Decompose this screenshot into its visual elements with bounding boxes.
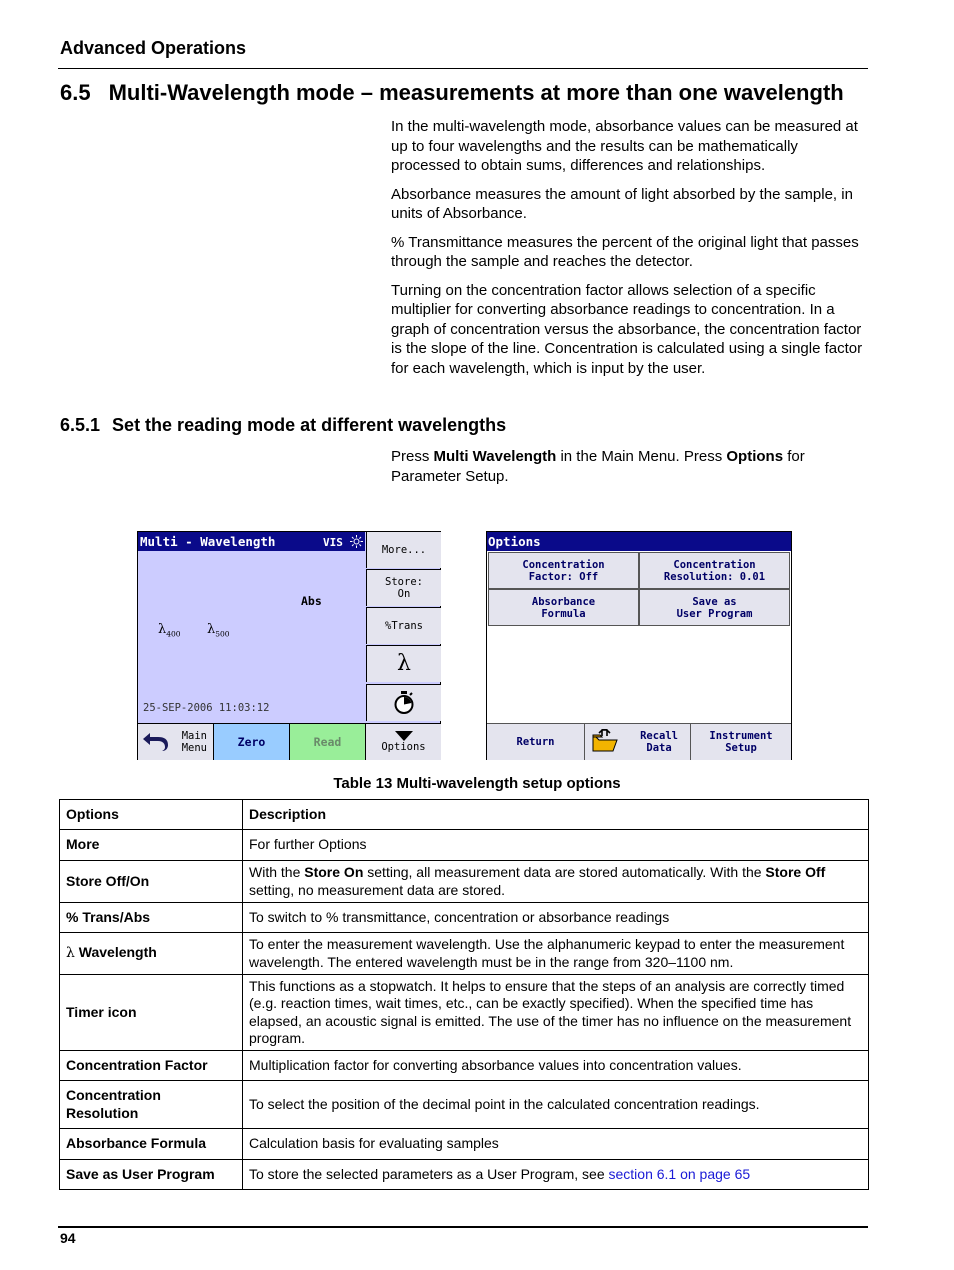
zero-button[interactable]: Zero bbox=[214, 723, 290, 760]
page-number: 94 bbox=[60, 1230, 76, 1246]
option-cell: Timer icon bbox=[60, 975, 243, 1051]
header-rule bbox=[58, 68, 868, 69]
table-row bbox=[60, 1129, 869, 1160]
instrument-label-1: Instrument bbox=[709, 730, 773, 742]
datetime-display: 25-SEP-2006 11:03:12 bbox=[143, 702, 270, 714]
read-button[interactable]: Read bbox=[290, 723, 366, 760]
button-label-line: Factor: Off bbox=[528, 570, 599, 583]
instruction-text bbox=[391, 447, 861, 486]
button-label-line: Resolution: 0.01 bbox=[663, 570, 766, 583]
recall-label-1: Recall bbox=[640, 730, 678, 742]
option-cell: % Trans/Abs bbox=[60, 903, 243, 933]
heading-number: 6.5 bbox=[60, 80, 91, 105]
trans-button[interactable]: %Trans bbox=[366, 607, 441, 644]
timer-icon bbox=[393, 691, 415, 715]
desc-bold: Store On bbox=[304, 864, 364, 880]
main-menu-label-1: Main bbox=[181, 730, 207, 742]
concentration-resolution-button[interactable] bbox=[639, 552, 790, 589]
heading-title: Multi-Wavelength mode – measurements at more than one wavelength bbox=[108, 80, 844, 105]
lambda-subscript: 400 bbox=[166, 629, 181, 639]
intro-paragraph: In the multi-wavelength mode, absorbance values can be measured at up to four wavelengths and the results can be mathematically processed to obtain sums, differences and relationships. bbox=[391, 118, 858, 174]
instruction-part: in the Main Menu. Press bbox=[556, 448, 727, 465]
table-row bbox=[60, 1081, 869, 1129]
description-cell bbox=[243, 1160, 869, 1190]
table-row bbox=[60, 933, 869, 975]
description-cell bbox=[243, 861, 869, 903]
absorbance-formula-button[interactable] bbox=[488, 589, 639, 626]
table-row bbox=[60, 1160, 869, 1190]
option-label: Wavelength bbox=[74, 944, 157, 961]
screen-title: Multi - Wavelength bbox=[138, 532, 365, 551]
intro-paragraph: % Transmittance measures the percent of the original light that passes through the sample and reaches the detector. bbox=[391, 233, 859, 270]
lambda-symbol: λ bbox=[207, 622, 216, 637]
option-cell: Concentration Resolution bbox=[60, 1081, 243, 1129]
section-link[interactable]: section 6.1 on page 65 bbox=[608, 1165, 751, 1182]
button-label-line: Save as bbox=[692, 595, 737, 608]
option-cell: More bbox=[60, 830, 243, 861]
screen-title: Options bbox=[487, 532, 791, 551]
subheading bbox=[60, 415, 506, 436]
main-menu-label-2: Menu bbox=[181, 742, 207, 754]
option-cell: Store Off/On bbox=[60, 861, 243, 903]
option-cell: Concentration Factor bbox=[60, 1051, 243, 1081]
intro-paragraph: Absorbance measures the amount of light absorbed by the sample, in units of Absorbance. bbox=[391, 185, 853, 222]
button-label-line: Formula bbox=[541, 607, 586, 620]
description-cell: To switch to % transmittance, concentration or absorbance readings bbox=[243, 903, 869, 933]
table-row bbox=[60, 830, 869, 861]
lambda-symbol: λ bbox=[158, 622, 167, 637]
store-label: Store: bbox=[385, 576, 423, 588]
folder-icon bbox=[591, 729, 619, 753]
option-cell bbox=[60, 933, 243, 975]
header-cell: Options bbox=[60, 800, 243, 830]
return-arrow-icon bbox=[141, 730, 169, 752]
desc-part: setting, all measurement data are stored automatically. With the bbox=[363, 864, 766, 880]
instruction-bold: Options bbox=[726, 448, 784, 465]
description-cell: Multiplication factor for converting absorbance values into concentration values. bbox=[243, 1051, 869, 1081]
desc-part: With the bbox=[249, 864, 305, 880]
desc-part: setting, no measurement data are stored. bbox=[249, 881, 506, 898]
description-cell: To enter the measurement wavelength. Use the alphanumeric keypad to enter the measurement wavelength. The entered wavelength must be in the range from 320–1100 nm. bbox=[243, 933, 869, 975]
description-cell: For further Options bbox=[243, 830, 869, 861]
lambda-symbol: λ bbox=[66, 945, 75, 962]
button-label-line: User Program bbox=[676, 607, 753, 620]
instruction-bold: Multi Wavelength bbox=[433, 448, 557, 465]
description-cell: This functions as a stopwatch. It helps to ensure that the steps of an analysis are correctly timed (e.g. reaction times, wait times, etc., can be exactly specified). When the specified time has elapsed, an acoustic signal is emitted. The use of the timer has no influence on the measurement program. bbox=[243, 975, 869, 1051]
store-button[interactable] bbox=[366, 569, 441, 606]
vis-indicator bbox=[323, 535, 363, 549]
options-label: Options bbox=[381, 741, 426, 753]
header-cell: Description bbox=[243, 800, 869, 830]
recall-label-2: Data bbox=[646, 742, 672, 754]
option-cell: Save as User Program bbox=[60, 1160, 243, 1190]
options-table bbox=[59, 799, 869, 1190]
subheading-title: Set the reading mode at different wavelengths bbox=[112, 415, 507, 435]
lambda-subscript: 500 bbox=[215, 629, 230, 639]
wavelength-button[interactable] bbox=[366, 645, 441, 682]
down-arrow-icon bbox=[395, 731, 413, 741]
vis-label: VIS bbox=[323, 536, 343, 549]
table-header-row bbox=[60, 800, 869, 830]
intro-paragraph: Turning on the concentration factor allows selection of a specific multiplier for converting absorbance readings to concentration. In a graph of concentration versus the absorbance, the concentration factor is the slope of the line. Concentration is calculated using a single factor for each wavelength, which is input by the user. bbox=[391, 281, 863, 377]
lambda-icon: λ bbox=[397, 651, 411, 676]
footer-rule bbox=[58, 1226, 868, 1228]
desc-part: To store the selected parameters as a User Program, see bbox=[249, 1165, 609, 1182]
section-header: Advanced Operations bbox=[60, 38, 247, 58]
table-row bbox=[60, 975, 869, 1051]
wavelength-2-label bbox=[207, 622, 230, 639]
multi-wavelength-screen bbox=[137, 531, 441, 760]
instruction-part: for Parameter Setup. bbox=[391, 448, 805, 485]
save-user-program-button[interactable] bbox=[639, 589, 790, 626]
button-label-line: Concentration bbox=[673, 558, 756, 571]
more-button[interactable]: More... bbox=[366, 531, 441, 568]
wavelength-1-label bbox=[158, 622, 181, 639]
abs-reading-label: Abs bbox=[301, 594, 322, 608]
page-heading bbox=[60, 80, 844, 106]
description-cell: Calculation basis for evaluating samples bbox=[243, 1129, 869, 1160]
button-label-line: Concentration bbox=[522, 558, 605, 571]
instrument-label-2: Setup bbox=[725, 742, 757, 754]
options-button[interactable] bbox=[366, 723, 441, 760]
table-row bbox=[60, 1051, 869, 1081]
instruction-part: Press bbox=[391, 448, 434, 465]
options-screen bbox=[486, 531, 792, 760]
subheading-number: 6.5.1 bbox=[60, 415, 101, 435]
instrument-setup-button[interactable] bbox=[691, 723, 791, 760]
store-value: On bbox=[397, 588, 411, 600]
option-cell: Absorbance Formula bbox=[60, 1129, 243, 1160]
description-cell: To select the position of the decimal point in the calculated concentration readings. bbox=[243, 1081, 869, 1129]
recall-data-button[interactable] bbox=[585, 723, 691, 760]
intro-text bbox=[391, 117, 871, 387]
button-label-line: Absorbance bbox=[531, 595, 596, 608]
table-caption: Table 13 Multi-wavelength setup options bbox=[333, 775, 621, 792]
table-row bbox=[60, 903, 869, 933]
desc-bold: Store Off bbox=[765, 864, 826, 880]
concentration-factor-button[interactable] bbox=[488, 552, 639, 589]
sun-icon bbox=[350, 535, 363, 548]
table-row bbox=[60, 861, 869, 903]
return-button[interactable]: Return bbox=[487, 723, 585, 760]
timer-button[interactable] bbox=[366, 684, 441, 721]
main-menu-button[interactable] bbox=[138, 723, 214, 760]
